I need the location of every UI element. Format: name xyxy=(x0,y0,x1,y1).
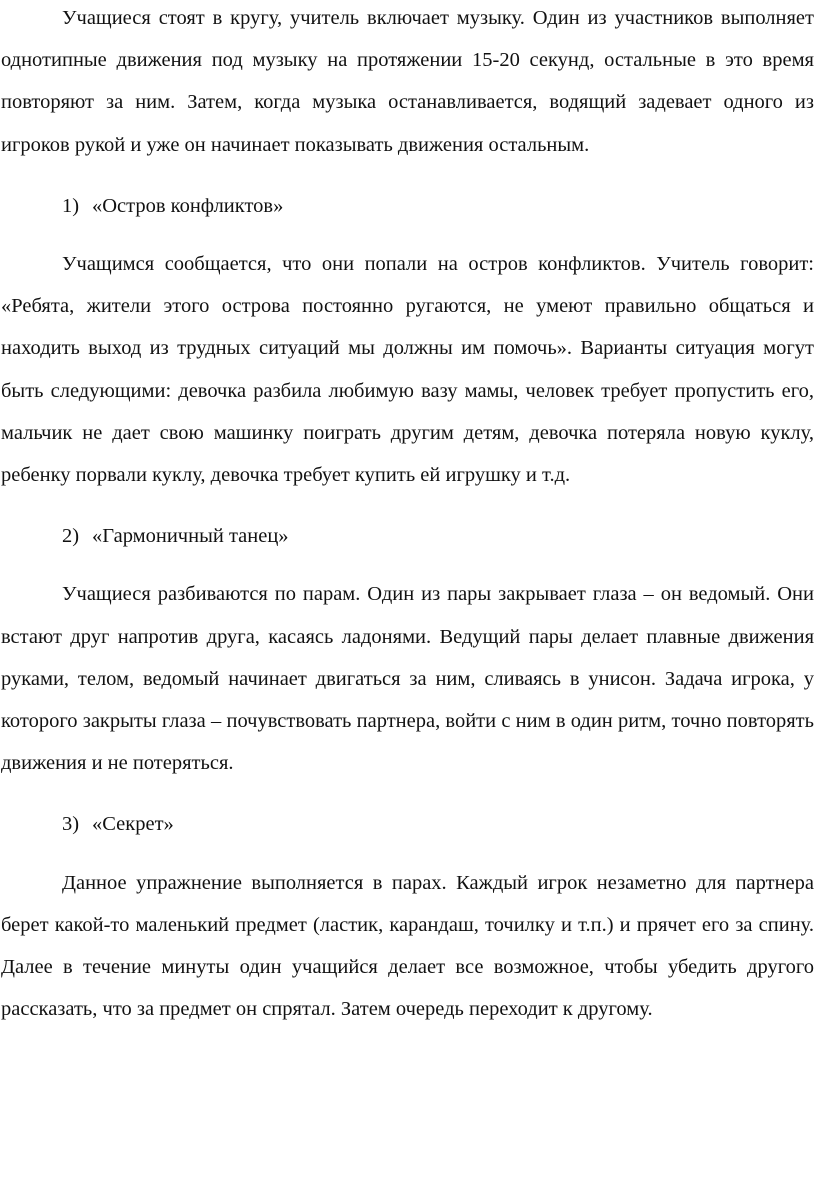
heading-conflict-island xyxy=(1,185,814,227)
heading-number: 3) xyxy=(62,813,80,836)
heading-title: «Гармоничный танец» xyxy=(92,525,289,548)
spacer xyxy=(1,227,814,243)
spacer xyxy=(1,557,814,573)
heading-secret xyxy=(1,803,814,845)
heading-harmonious-dance xyxy=(1,515,814,557)
paragraph-secret: Данное упражнение выполняется в парах. Каждый игрок незаметно для партнера берет какой-то маленький предмет (ластик, карандаш, точилку и т.п.) и прячет его за спину. Далее в течение минуты один учащийся делает все возможное, чтобы убедить другого рассказать, что за предмет он спрятал. Затем очередь переходит к другому. xyxy=(1,871,814,1021)
paragraph-music-game: Учащиеся стоят в кругу, учитель включает музыку. Один из участников выполняет однотипные движения под музыку на протяжении 15-20 секунд, остальные в это время повторяют за ним. Затем, когда музыка останавливается, водящий задевает одного из игроков рукой и уже он начинает показывать движения остальным. xyxy=(1,7,814,156)
heading-number: 2) xyxy=(62,525,80,548)
paragraph-harmonious-dance: Учащиеся разбиваются по парам. Один из пары закрывает глаза – он ведомый. Они встают друг напротив друга, касаясь ладонями. Ведущий пары делает плавные движения руками, телом, ведомый начинает двигаться за ним, сливаясь в унисон. Задача игрока, у которого закрыты глаза – почувствовать партнера, войти с ним в один ритм, точно повторять движения и не потеряться. xyxy=(1,583,814,775)
heading-number: 1) xyxy=(62,194,80,217)
spacer xyxy=(1,784,814,803)
spacer xyxy=(1,846,814,862)
heading-title: «Остров конфликтов» xyxy=(92,194,284,217)
heading-title: «Секрет» xyxy=(92,813,174,836)
paragraph-conflict-island: Учащимся сообщается, что они попали на остров конфликтов. Учитель говорит: «Ребята, жители этого острова постоянно ругаются, не умеют правильно общаться и находить выход из трудных ситуаций мы должны им помочь». Варианты ситуация могут быть следующими: девочка разбила любимую вазу мамы, человек требует пропустить его, мальчик не дает свою машинку поиграть другим детям, девочка потеряла новую куклу, ребенку порвали куклу, девочка требует купить ей игрушку и т.д. xyxy=(1,253,814,487)
spacer xyxy=(1,496,814,515)
spacer xyxy=(1,166,814,185)
